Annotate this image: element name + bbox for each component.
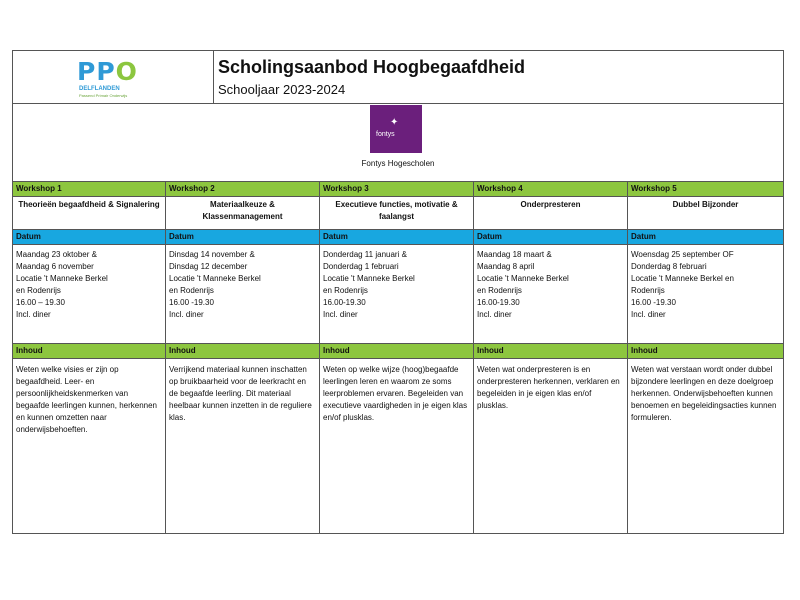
location-line: en Rodenrijs (323, 286, 368, 295)
dinner-line: Incl. diner (477, 310, 512, 319)
logo-text-pp: PP (77, 57, 116, 86)
schedule-sheet (12, 50, 784, 534)
partner-row (13, 103, 783, 182)
document-subtitle: Schooljaar 2023-2024 (218, 82, 346, 97)
location-line: Locatie 't Manneke Berkel (323, 274, 415, 283)
location-line: en Rodenrijs (16, 286, 61, 295)
dinner-line: Incl. diner (169, 310, 204, 319)
location-line: en Rodenrijs (477, 286, 522, 295)
workshop-column-4 (473, 181, 627, 533)
time-line: 16.00 – 19.30 (16, 298, 65, 307)
datum-label: Datum (166, 229, 319, 245)
document-header (13, 51, 783, 104)
dinner-line: Incl. diner (16, 310, 51, 319)
date-line: Donderdag 1 februari (323, 262, 399, 271)
workshop-dates (320, 247, 473, 323)
workshop-content: Weten op welke wijze (hoog)begaafde leerlingen leren en waarom ze soms leerproblemen ervaren. Begeleiden van executieve vaardigheden in je eigen klas en/of plusklas. (323, 365, 468, 422)
logo-subtitle: DELFLANDEN (79, 86, 120, 92)
time-line: 16.00 -19.30 (169, 298, 214, 307)
date-line: Maandag 18 maart & (477, 250, 552, 259)
dinner-line: Incl. diner (323, 310, 358, 319)
datum-label: Datum (13, 229, 165, 245)
workshop-title: Materiaalkeuze & Klassenmanagement (202, 200, 283, 221)
workshop-column-2 (165, 181, 319, 533)
date-line: Dinsdag 12 december (169, 262, 248, 271)
datum-label: Datum (628, 229, 783, 245)
workshop-column-1 (13, 181, 165, 533)
location-line: Locatie 't Manneke Berkel (477, 274, 569, 283)
ppo-logo (13, 51, 214, 103)
location-line: Locatie 't Manneke Berkel (16, 274, 108, 283)
document-title: Scholingsaanbod Hoogbegaafdheid (218, 57, 526, 77)
time-line: 16.00-19.30 (477, 298, 520, 307)
ppo-logo-mark (77, 59, 138, 84)
workshop-title: Theorieën begaafdheid & Signalering (18, 200, 160, 209)
star-icon: ✦ (390, 117, 399, 128)
fontys-logo (370, 105, 422, 153)
fontys-logo-text: fontys (376, 131, 395, 138)
workshop-content: Weten welke visies er zijn op begaafdheid. Leer- en persoonlijkheidskenmerken van begaafde leerlingen kunnen, herkennen en kunnen omzetten naar onderwijsbehoeften. (16, 365, 158, 434)
location-line: Rodenrijs (631, 286, 665, 295)
workshop-dates (474, 247, 627, 323)
workshop-dates (166, 247, 319, 323)
workshop-title: Onderpresteren (520, 200, 581, 209)
partner-name: Fontys Hogescholen (361, 159, 435, 168)
datum-label: Datum (320, 229, 473, 245)
logo-text-o: O (115, 57, 138, 86)
date-line: Maandag 8 april (477, 262, 535, 271)
date-line: Woensdag 25 september OF (631, 250, 734, 259)
time-line: 16.00 -19.30 (631, 298, 676, 307)
workshop-content: Weten wat onderpresteren is en onderpresteren herkennen, verklaren en begeleiden in je eigen klas en/of plusklas. (477, 365, 620, 410)
workshop-column-3 (319, 181, 473, 533)
date-line: Maandag 6 november (16, 262, 94, 271)
location-line: Locatie 't Manneke Berkel (169, 274, 261, 283)
workshop-content: Verrijkend materiaal kunnen inschatten op bruikbaarheid voor de leerkracht en de begaafde leerling. Dit materiaal heelbaar kunnen inzetten in de reguliere klas. (169, 365, 312, 422)
workshop-title: Executieve functies, motivatie & faalangst (335, 200, 458, 221)
workshop-label: Workshop 1 (13, 181, 165, 197)
workshop-label: Workshop 5 (628, 181, 783, 197)
datum-label: Datum (474, 229, 627, 245)
workshop-column-5 (627, 181, 783, 533)
inhoud-label: Inhoud (474, 343, 627, 359)
date-line: Maandag 23 oktober & (16, 250, 97, 259)
logo-tagline: Passend Primair Onderwijs (79, 93, 128, 98)
dinner-line: Incl. diner (631, 310, 666, 319)
inhoud-label: Inhoud (320, 343, 473, 359)
workshop-content: Weten wat verstaan wordt onder dubbel bijzondere leerlingen en deze doelgroep herkennen. Onderwijsbehoeften kunnen benoemen en begeleidingsacties kunnen formuleren. (631, 365, 777, 422)
location-line: en Rodenrijs (169, 286, 214, 295)
date-line: Donderdag 11 januari & (323, 250, 407, 259)
inhoud-label: Inhoud (628, 343, 783, 359)
workshop-label: Workshop 3 (320, 181, 473, 197)
workshop-label: Workshop 4 (474, 181, 627, 197)
workshop-label: Workshop 2 (166, 181, 319, 197)
date-line: Dinsdag 14 november & (169, 250, 255, 259)
location-line: Locatie 't Manneke Berkel en (631, 274, 734, 283)
workshop-title: Dubbel Bijzonder (672, 200, 739, 209)
workshop-dates (13, 247, 165, 323)
workshop-dates (628, 247, 783, 323)
inhoud-label: Inhoud (13, 343, 165, 359)
date-line: Donderdag 8 februari (631, 262, 707, 271)
inhoud-label: Inhoud (166, 343, 319, 359)
time-line: 16.00-19.30 (323, 298, 366, 307)
